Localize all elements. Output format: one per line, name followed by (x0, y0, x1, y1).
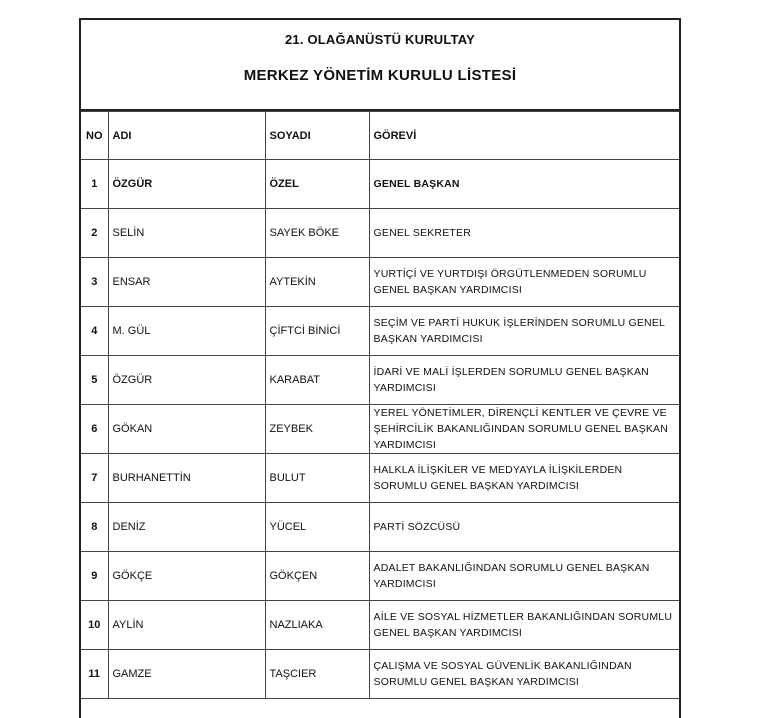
table-row (81, 405, 679, 454)
row-number: 10 (81, 601, 108, 650)
table-row (81, 160, 679, 209)
member-role: PARTİ SÖZCÜSÜ (369, 503, 679, 552)
member-name: GAMZE (108, 650, 265, 699)
member-name: BURHANETTİN (108, 454, 265, 503)
member-surname: SAYEK BÖKE (265, 209, 369, 258)
member-name: M. GÜL (108, 307, 265, 356)
list-title: MERKEZ YÖNETİM KURULU LİSTESİ (243, 67, 517, 84)
member-role: GENEL BAŞKAN (369, 160, 679, 209)
member-surname: ZEYBEK (265, 405, 369, 454)
member-surname: BULUT (265, 454, 369, 503)
row-number: 2 (81, 209, 108, 258)
row-number: 11 (81, 650, 108, 699)
member-surname: GÖKÇEN (265, 552, 369, 601)
table-header-row (81, 112, 679, 160)
member-role: SEÇİM VE PARTİ HUKUK İŞLERİNDEN SORUMLU GENEL BAŞKAN YARDIMCISI (369, 307, 679, 356)
member-name: GÖKÇE (108, 552, 265, 601)
member-surname: NAZLIAKA (265, 601, 369, 650)
row-number: 8 (81, 503, 108, 552)
member-role: YEREL YÖNETİMLER, DİRENÇLİ KENTLER VE ÇEVRE VE ŞEHİRCİLİK BAKANLIĞINDAN SORUMLU GENEL BAŞKAN YARDIMCISI (369, 405, 679, 454)
header-no: NO (81, 112, 108, 160)
member-role: HALKLA İLİŞKİLER VE MEDYAYLA İLİŞKİLERDEN SORUMLU GENEL BAŞKAN YARDIMCISI (369, 454, 679, 503)
row-number: 4 (81, 307, 108, 356)
table-row (81, 650, 679, 699)
table-row (81, 209, 679, 258)
member-name: AYLİN (108, 601, 265, 650)
member-surname: TAŞCIER (265, 650, 369, 699)
table-row (81, 601, 679, 650)
member-role: YURTİÇİ VE YURTDIŞI ÖRGÜTLENMEDEN SORUMLU GENEL BAŞKAN YARDIMCISI (369, 258, 679, 307)
table-row (81, 552, 679, 601)
member-surname: AYTEKİN (265, 258, 369, 307)
row-number: 9 (81, 552, 108, 601)
member-name: ENSAR (108, 258, 265, 307)
member-name: SELİN (108, 209, 265, 258)
row-number: 1 (81, 160, 108, 209)
row-number: 5 (81, 356, 108, 405)
table-row (81, 307, 679, 356)
table-row (81, 503, 679, 552)
member-role: ADALET BAKANLIĞINDAN SORUMLU GENEL BAŞKAN YARDIMCISI (369, 552, 679, 601)
table-row (81, 258, 679, 307)
member-name: DENİZ (108, 503, 265, 552)
row-number: 3 (81, 258, 108, 307)
header-surname: SOYADI (265, 112, 369, 160)
board-members-table (81, 111, 679, 699)
header-role: GÖREVİ (369, 112, 679, 160)
member-name: ÖZGÜR (108, 160, 265, 209)
member-surname: ÖZEL (265, 160, 369, 209)
table-row (81, 356, 679, 405)
member-surname: KARABAT (265, 356, 369, 405)
row-number: 6 (81, 405, 108, 454)
member-surname: YÜCEL (265, 503, 369, 552)
row-number: 7 (81, 454, 108, 503)
congress-title: 21. OLAĞANÜSTÜ KURULTAY (285, 32, 475, 47)
member-role: İDARİ VE MALİ İŞLERDEN SORUMLU GENEL BAŞKAN YARDIMCISI (369, 356, 679, 405)
table-row (81, 454, 679, 503)
member-role: ÇALIŞMA VE SOSYAL GÜVENLİK BAKANLIĞINDAN SORUMLU GENEL BAŞKAN YARDIMCISI (369, 650, 679, 699)
header-name: ADI (108, 112, 265, 160)
document-header (81, 20, 679, 111)
member-name: GÖKAN (108, 405, 265, 454)
document-page (79, 18, 681, 718)
member-role: AİLE VE SOSYAL HİZMETLER BAKANLIĞINDAN SORUMLU GENEL BAŞKAN YARDIMCISI (369, 601, 679, 650)
member-name: ÖZGÜR (108, 356, 265, 405)
member-role: GENEL SEKRETER (369, 209, 679, 258)
member-surname: ÇİFTCİ BİNİCİ (265, 307, 369, 356)
